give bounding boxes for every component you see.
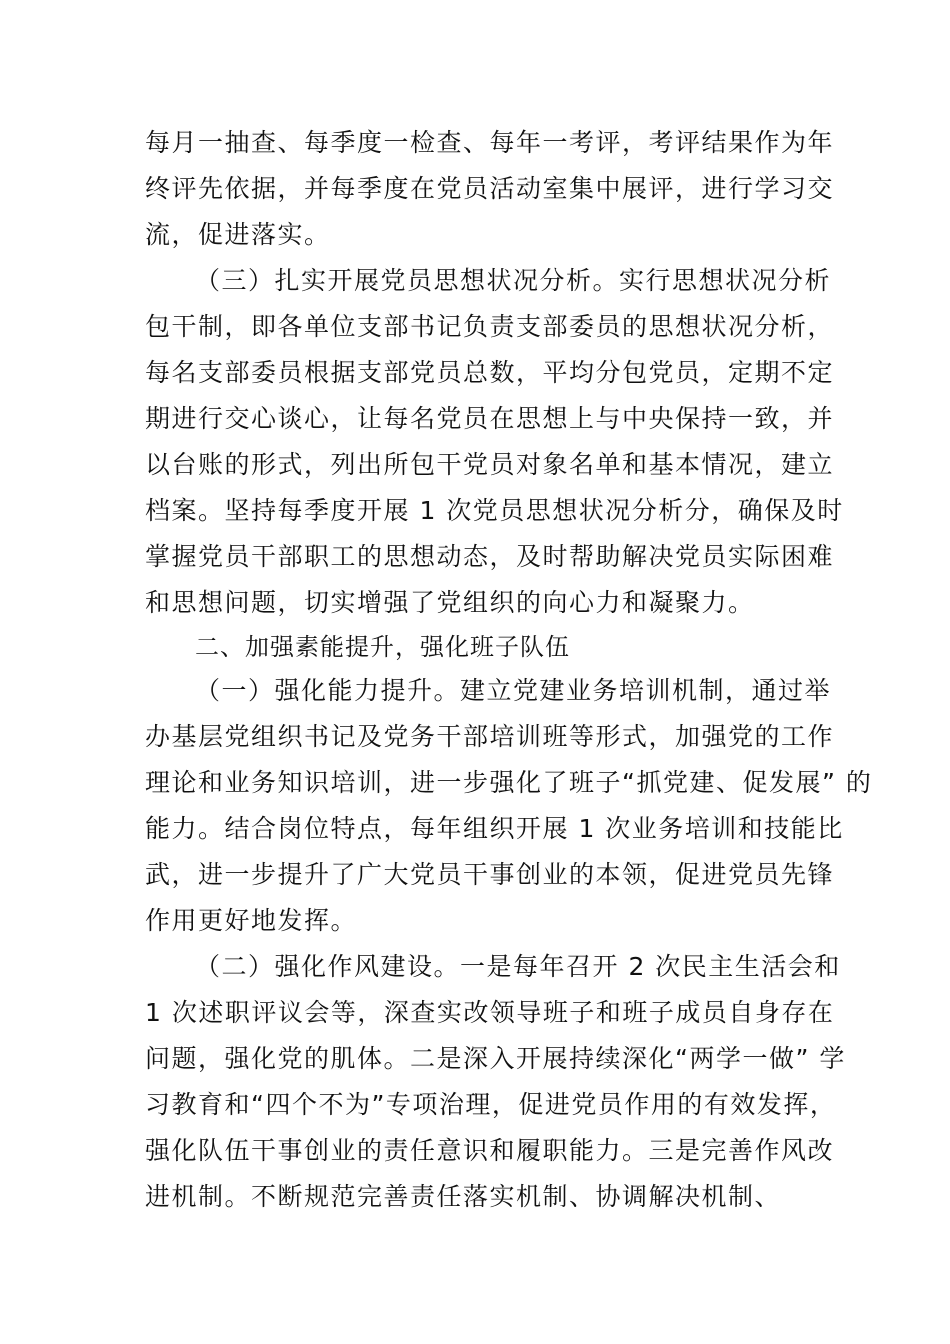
text-line: 武，进一步提升了广大党员干事创业的本领，促进党员先锋	[145, 860, 835, 889]
text-line: 强化队伍干事创业的责任意识和履职能力。三是完善作风改	[145, 1136, 835, 1165]
text-line: 包干制，即各单位支部书记负责支部委员的思想状况分析，	[145, 312, 835, 341]
text-line: 1 次述职评议会等，深查实改领导班子和班子成员自身存在	[145, 998, 835, 1027]
subsection-heading-1: （一）强化能力提升。建立党建业务培训机制，通过举	[195, 676, 832, 705]
text-line: 期进行交心谈心，让每名党员在思想上与中央保持一致，并	[145, 404, 835, 433]
text-line: 习教育和“四个不为”专项治理，促进党员作用的有效发挥，	[145, 1090, 837, 1119]
text-line: 进机制。不断规范完善责任落实机制、协调解决机制、	[145, 1182, 782, 1211]
text-line: 终评先依据，并每季度在党员活动室集中展评，进行学习交	[145, 174, 835, 203]
section-heading-2: 二、加强素能提升，强化班子队伍	[195, 633, 570, 661]
text-line: 和思想问题，切实增强了党组织的向心力和凝聚力。	[145, 588, 755, 617]
text-line: 流，促进落实。	[145, 220, 331, 249]
text-line: 掌握党员干部职工的思想动态，及时帮助解决党员实际困难	[145, 542, 835, 571]
text-line: 理论和业务知识培训，进一步强化了班子“抓党建、促发展” 的	[145, 768, 873, 797]
subsection-heading-2: （二）强化作风建设。一是每年召开 2 次民主生活会和	[195, 952, 841, 981]
text-line: 以台账的形式，列出所包干党员对象名单和基本情况，建立	[145, 450, 835, 479]
text-line: 问题，强化党的肌体。二是深入开展持续深化“两学一做” 学	[145, 1044, 846, 1073]
text-line: 每名支部委员根据支部党员总数，平均分包党员，定期不定	[145, 358, 835, 387]
text-line: 作用更好地发挥。	[145, 906, 358, 935]
text-line: 能力。结合岗位特点，每年组织开展 1 次业务培训和技能比	[145, 814, 844, 843]
section-heading-3: （三）扎实开展党员思想状况分析。实行思想状况分析	[195, 266, 832, 295]
text-line: 档案。坚持每季度开展 1 次党员思想状况分析分，确保及时	[145, 496, 844, 525]
text-line: 办基层党组织书记及党务干部培训班等形式，加强党的工作	[145, 722, 835, 751]
text-line: 每月一抽查、每季度一检查、每年一考评，考评结果作为年	[145, 128, 835, 157]
